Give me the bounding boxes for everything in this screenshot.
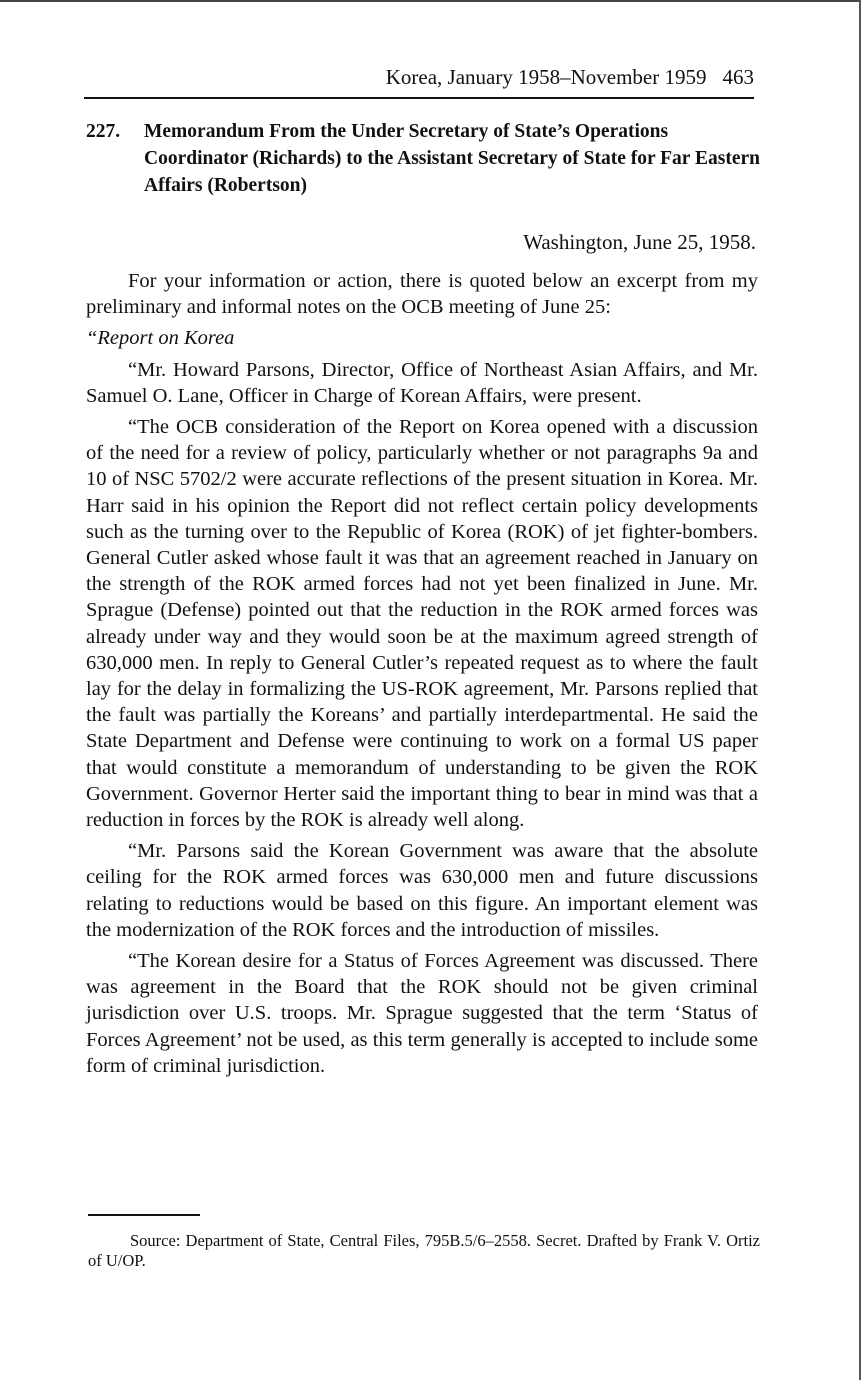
page-top-edge — [0, 0, 861, 2]
body-paragraph: “Mr. Howard Parsons, Director, Office of Northeast Asian Affairs, and Mr. Samuel O. Lane, Officer in Charge of Korean Affairs, were present. — [86, 358, 758, 407]
running-header — [84, 62, 754, 92]
report-subheading: “Report on Korea — [86, 327, 235, 350]
body-paragraph: “Mr. Parsons said the Korean Government was aware that the absolute ceiling for the ROK armed forces was 630,000 men and future discussions relating to reductions would be based on this figure. An important element was the modernization of the ROK forces and the introduction of missiles. — [86, 840, 758, 941]
intro-paragraph: For your information or action, there is quoted below an excerpt from my preliminary and informal notes on the OCB meeting of June 25: — [86, 270, 758, 319]
document-heading — [86, 118, 766, 199]
source-footnote: Source: Department of State, Central Files, 795B.5/6–2558. Secret. Drafted by Frank V. Ortiz of U/OP. — [88, 1231, 760, 1270]
document-title: Memorandum From the Under Secretary of State’s Operations Coordinator (Richards) to the Assistant Secretary of State for Far Eastern Affairs (Robertson) — [144, 121, 760, 196]
body-paragraph: “The Korean desire for a Status of Forces Agreement was discussed. There was agreement in the Board that the ROK should not be given criminal jurisdiction over U.S. troops. Mr. Sprague suggested that the term ‘Status of Forces Agreement’ not be used, as this term generally is accepted to include some form of criminal jurisdiction. — [86, 950, 758, 1077]
document-number: 227. — [86, 121, 121, 142]
page-number: 463 — [722, 65, 754, 89]
body-paragraph: “The OCB consideration of the Report on Korea opened with a discussion of the need for a review of policy, particularly whether or not paragraphs 9a and 10 of NSC 5702/2 were accurate reflections of the present situation in Korea. Mr. Harr said in his opinion the Report did not reflect certain policy developments such as the turning over to the Republic of Korea (ROK) of jet fighter-bombers. General Cutler asked whose fault it was that an agreement reached in January on the strength of the ROK armed forces had not yet been finalized in June. Mr. Sprague (Defense) pointed out that the reduction in the ROK armed forces was already under way and they would soon be at the maximum agreed strength of 630,000 men. In reply to General Cutler’s repeated request as to where the fault lay for the delay in formalizing the US-ROK agreement, Mr. Parsons replied that the fault was partially the Koreans’ and partially interdepartmental. He said the State Department and Defense were continuing to work on a formal US paper that would constitute a memorandum of understanding to be given the ROK Government. Governor Herter said the important thing to bear in mind was that a reduction in forces by the ROK is already well along. — [86, 416, 758, 832]
header-rule — [84, 97, 754, 99]
memorandum-body — [86, 268, 758, 1084]
running-title: Korea, January 1958–November 1959 — [385, 65, 707, 89]
footnote-rule — [88, 1214, 200, 1216]
place-and-date: Washington, June 25, 1958. — [523, 230, 756, 254]
